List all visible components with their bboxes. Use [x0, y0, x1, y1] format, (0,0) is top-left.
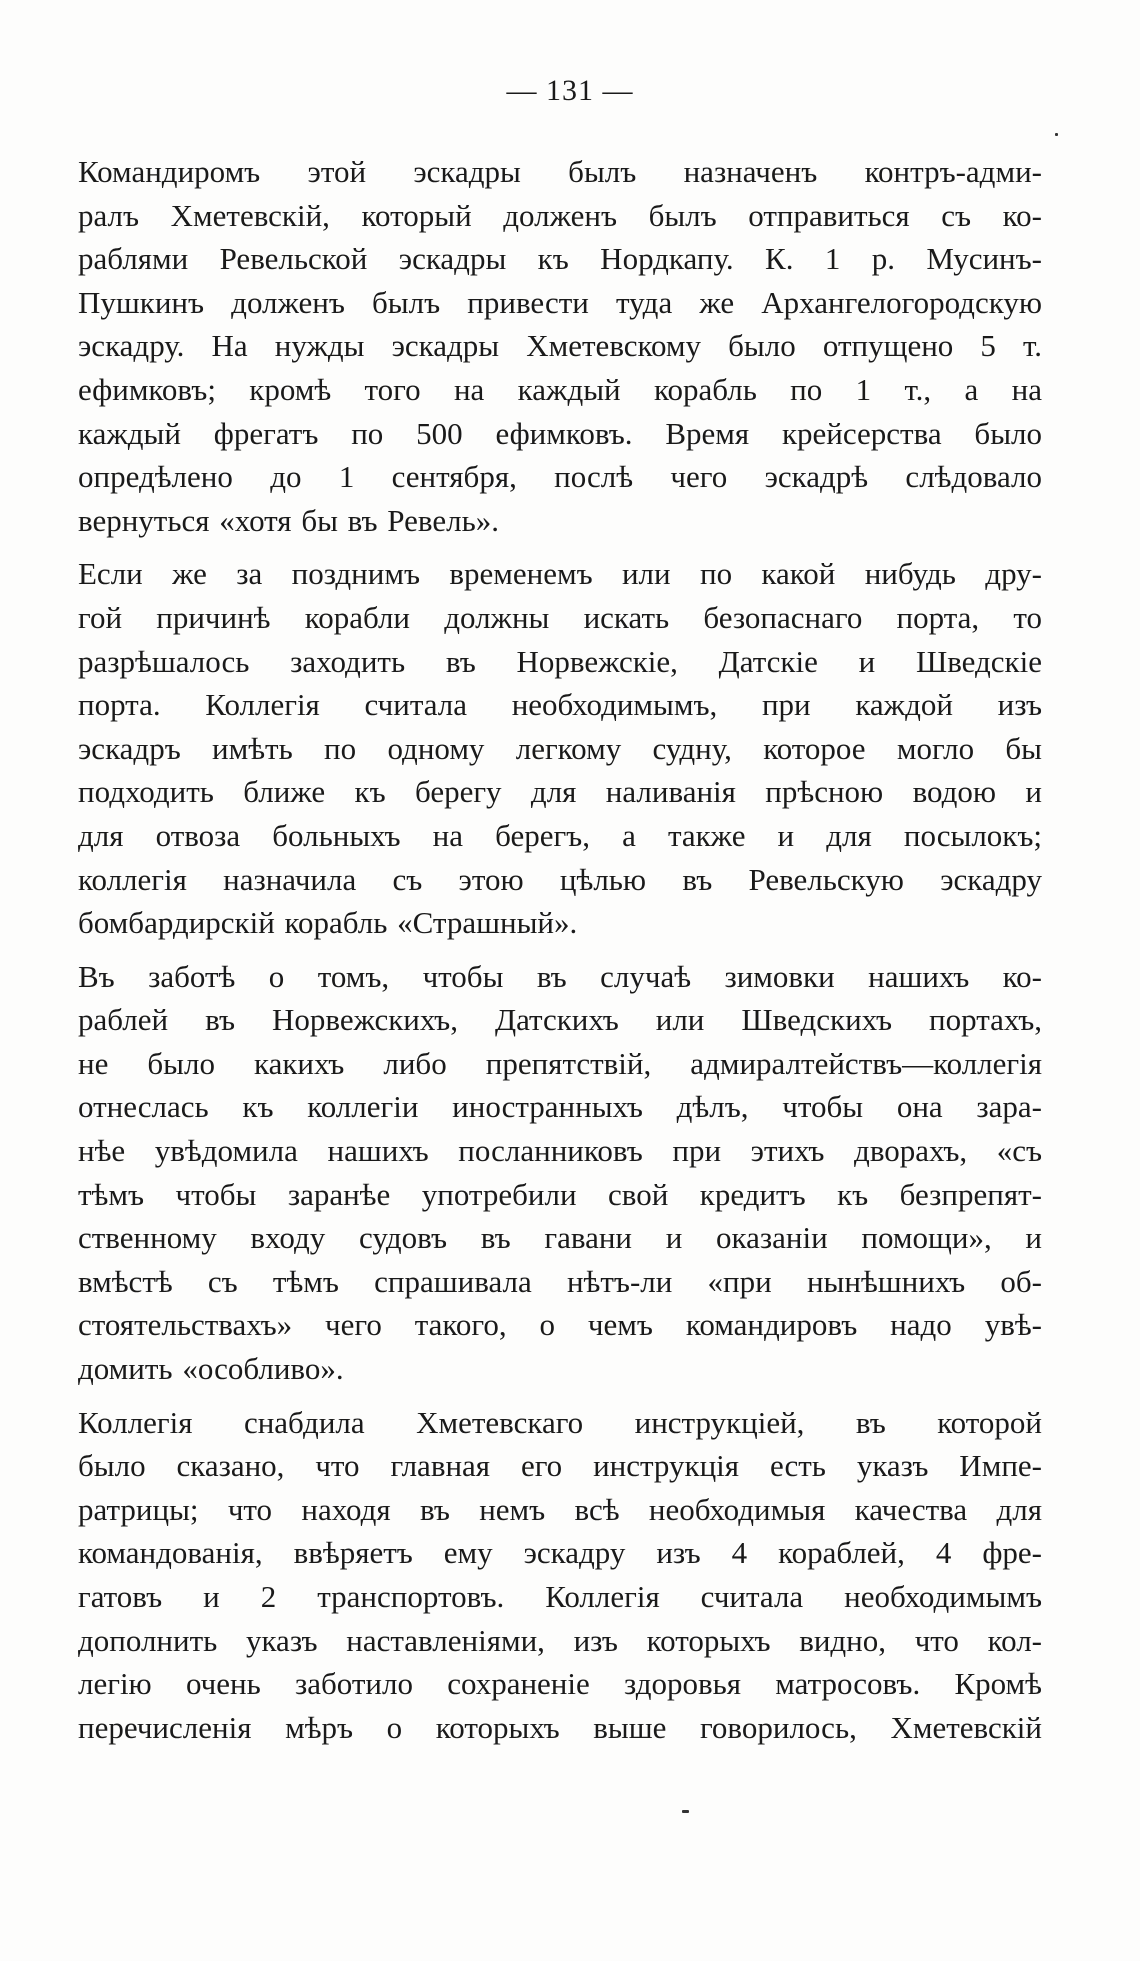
- text-line: нѣе увѣдомила нашихъ посланниковъ при этихъ дворахъ, «съ: [78, 1133, 1042, 1169]
- print-speck: [1055, 133, 1058, 136]
- print-speck: [682, 1810, 689, 1813]
- text-line: дополнить указъ наставленіями, изъ которыхъ видно, что кол-: [78, 1622, 1042, 1658]
- text-line: коллегія назначила съ этою цѣлью въ Ревельскую эскадру: [78, 861, 1042, 897]
- text-line: порта. Коллегія считала необходимымъ, при каждой изъ: [78, 687, 1042, 723]
- body-text: [78, 150, 1042, 1759]
- text-line: подходить ближе къ берегу для наливанія прѣсною водою и: [78, 774, 1042, 810]
- text-line: тѣмъ чтобы заранѣе употребили свой кредитъ къ безпрепят-: [78, 1176, 1042, 1212]
- text-line: отнеслась къ коллегіи иностранныхъ дѣлъ, чтобы она зара-: [78, 1089, 1042, 1125]
- text-line: эскадру. На нужды эскадры Хметевскому было отпущено 5 т.: [78, 328, 1042, 364]
- text-line: вернуться «хотя бы въ Ревель».: [78, 502, 499, 538]
- paragraph-1: [78, 150, 1042, 542]
- text-line: гой причинѣ корабли должны искать безопаснаго порта, то: [78, 599, 1042, 635]
- text-line: опредѣлено до 1 сентября, послѣ чего эскадрѣ слѣдовало: [78, 459, 1042, 495]
- text-line: домить «особливо».: [78, 1351, 344, 1387]
- text-line: эскадръ имѣть по одному легкому судну, которое могло бы: [78, 730, 1042, 766]
- text-line: Коллегія снабдила Хметевскаго инструкціей, въ которой: [78, 1404, 1042, 1440]
- text-line: ралъ Хметевскій, который долженъ былъ отправиться съ ко-: [78, 197, 1042, 233]
- text-line: легію очень заботило сохраненіе здоровья матросовъ. Кромѣ: [78, 1666, 1042, 1702]
- text-line: бомбардирскій корабль «Страшный».: [78, 905, 578, 941]
- text-line: Пушкинъ долженъ былъ привести туда же Архангелогородскую: [78, 284, 1042, 320]
- text-line: Въ заботѣ о томъ, чтобы въ случаѣ зимовки нашихъ ко-: [78, 958, 1042, 994]
- text-line: стоятельствахъ» чего такого, о чемъ командировъ надо увѣ-: [78, 1307, 1042, 1343]
- text-line: командованія, ввѣряетъ ему эскадру изъ 4 кораблей, 4 фре-: [78, 1535, 1042, 1571]
- text-line: ственному входу судовъ въ гавани и оказаніи помощи», и: [78, 1220, 1042, 1256]
- text-line: Если же за позднимъ временемъ или по какой нибудь дру-: [78, 556, 1042, 592]
- page-number: — 131 —: [506, 74, 634, 107]
- text-line: вмѣстѣ съ тѣмъ спрашивала нѣтъ-ли «при нынѣшнихъ об-: [78, 1263, 1042, 1299]
- text-line: было сказано, что главная его инструкція есть указъ Импе-: [78, 1448, 1042, 1484]
- paragraph-2: [78, 552, 1042, 944]
- paragraph-3: [78, 955, 1042, 1391]
- text-line: ратрицы; что находя въ немъ всѣ необходимыя качества для: [78, 1491, 1042, 1527]
- text-line: раблей въ Норвежскихъ, Датскихъ или Шведскихъ портахъ,: [78, 1002, 1042, 1038]
- text-line: для отвоза больныхъ на берегъ, а также и для посылокъ;: [78, 817, 1042, 853]
- text-line: перечисленія мѣръ о которыхъ выше говорилось, Хметевскій: [78, 1709, 1042, 1745]
- text-line: не было какихъ либо препятствій, адмиралтействъ—коллегія: [78, 1045, 1042, 1081]
- text-line: раблями Ревельской эскадры къ Нордкапу. К. 1 р. Мусинъ-: [78, 241, 1042, 277]
- text-line: ефимковъ; кромѣ того на каждый корабль по 1 т., а на: [78, 371, 1042, 407]
- text-line: Командиромъ этой эскадры былъ назначенъ контръ-адми-: [78, 154, 1042, 189]
- text-line: гатовъ и 2 транспортовъ. Коллегія считала необходимымъ: [78, 1579, 1042, 1614]
- paragraph-4: [78, 1401, 1042, 1750]
- text-line: разрѣшалось заходить въ Норвежскіе, Датскіе и Шведскіе: [78, 643, 1042, 679]
- text-line: каждый фрегатъ по 500 ефимковъ. Время крейсерства было: [78, 415, 1042, 451]
